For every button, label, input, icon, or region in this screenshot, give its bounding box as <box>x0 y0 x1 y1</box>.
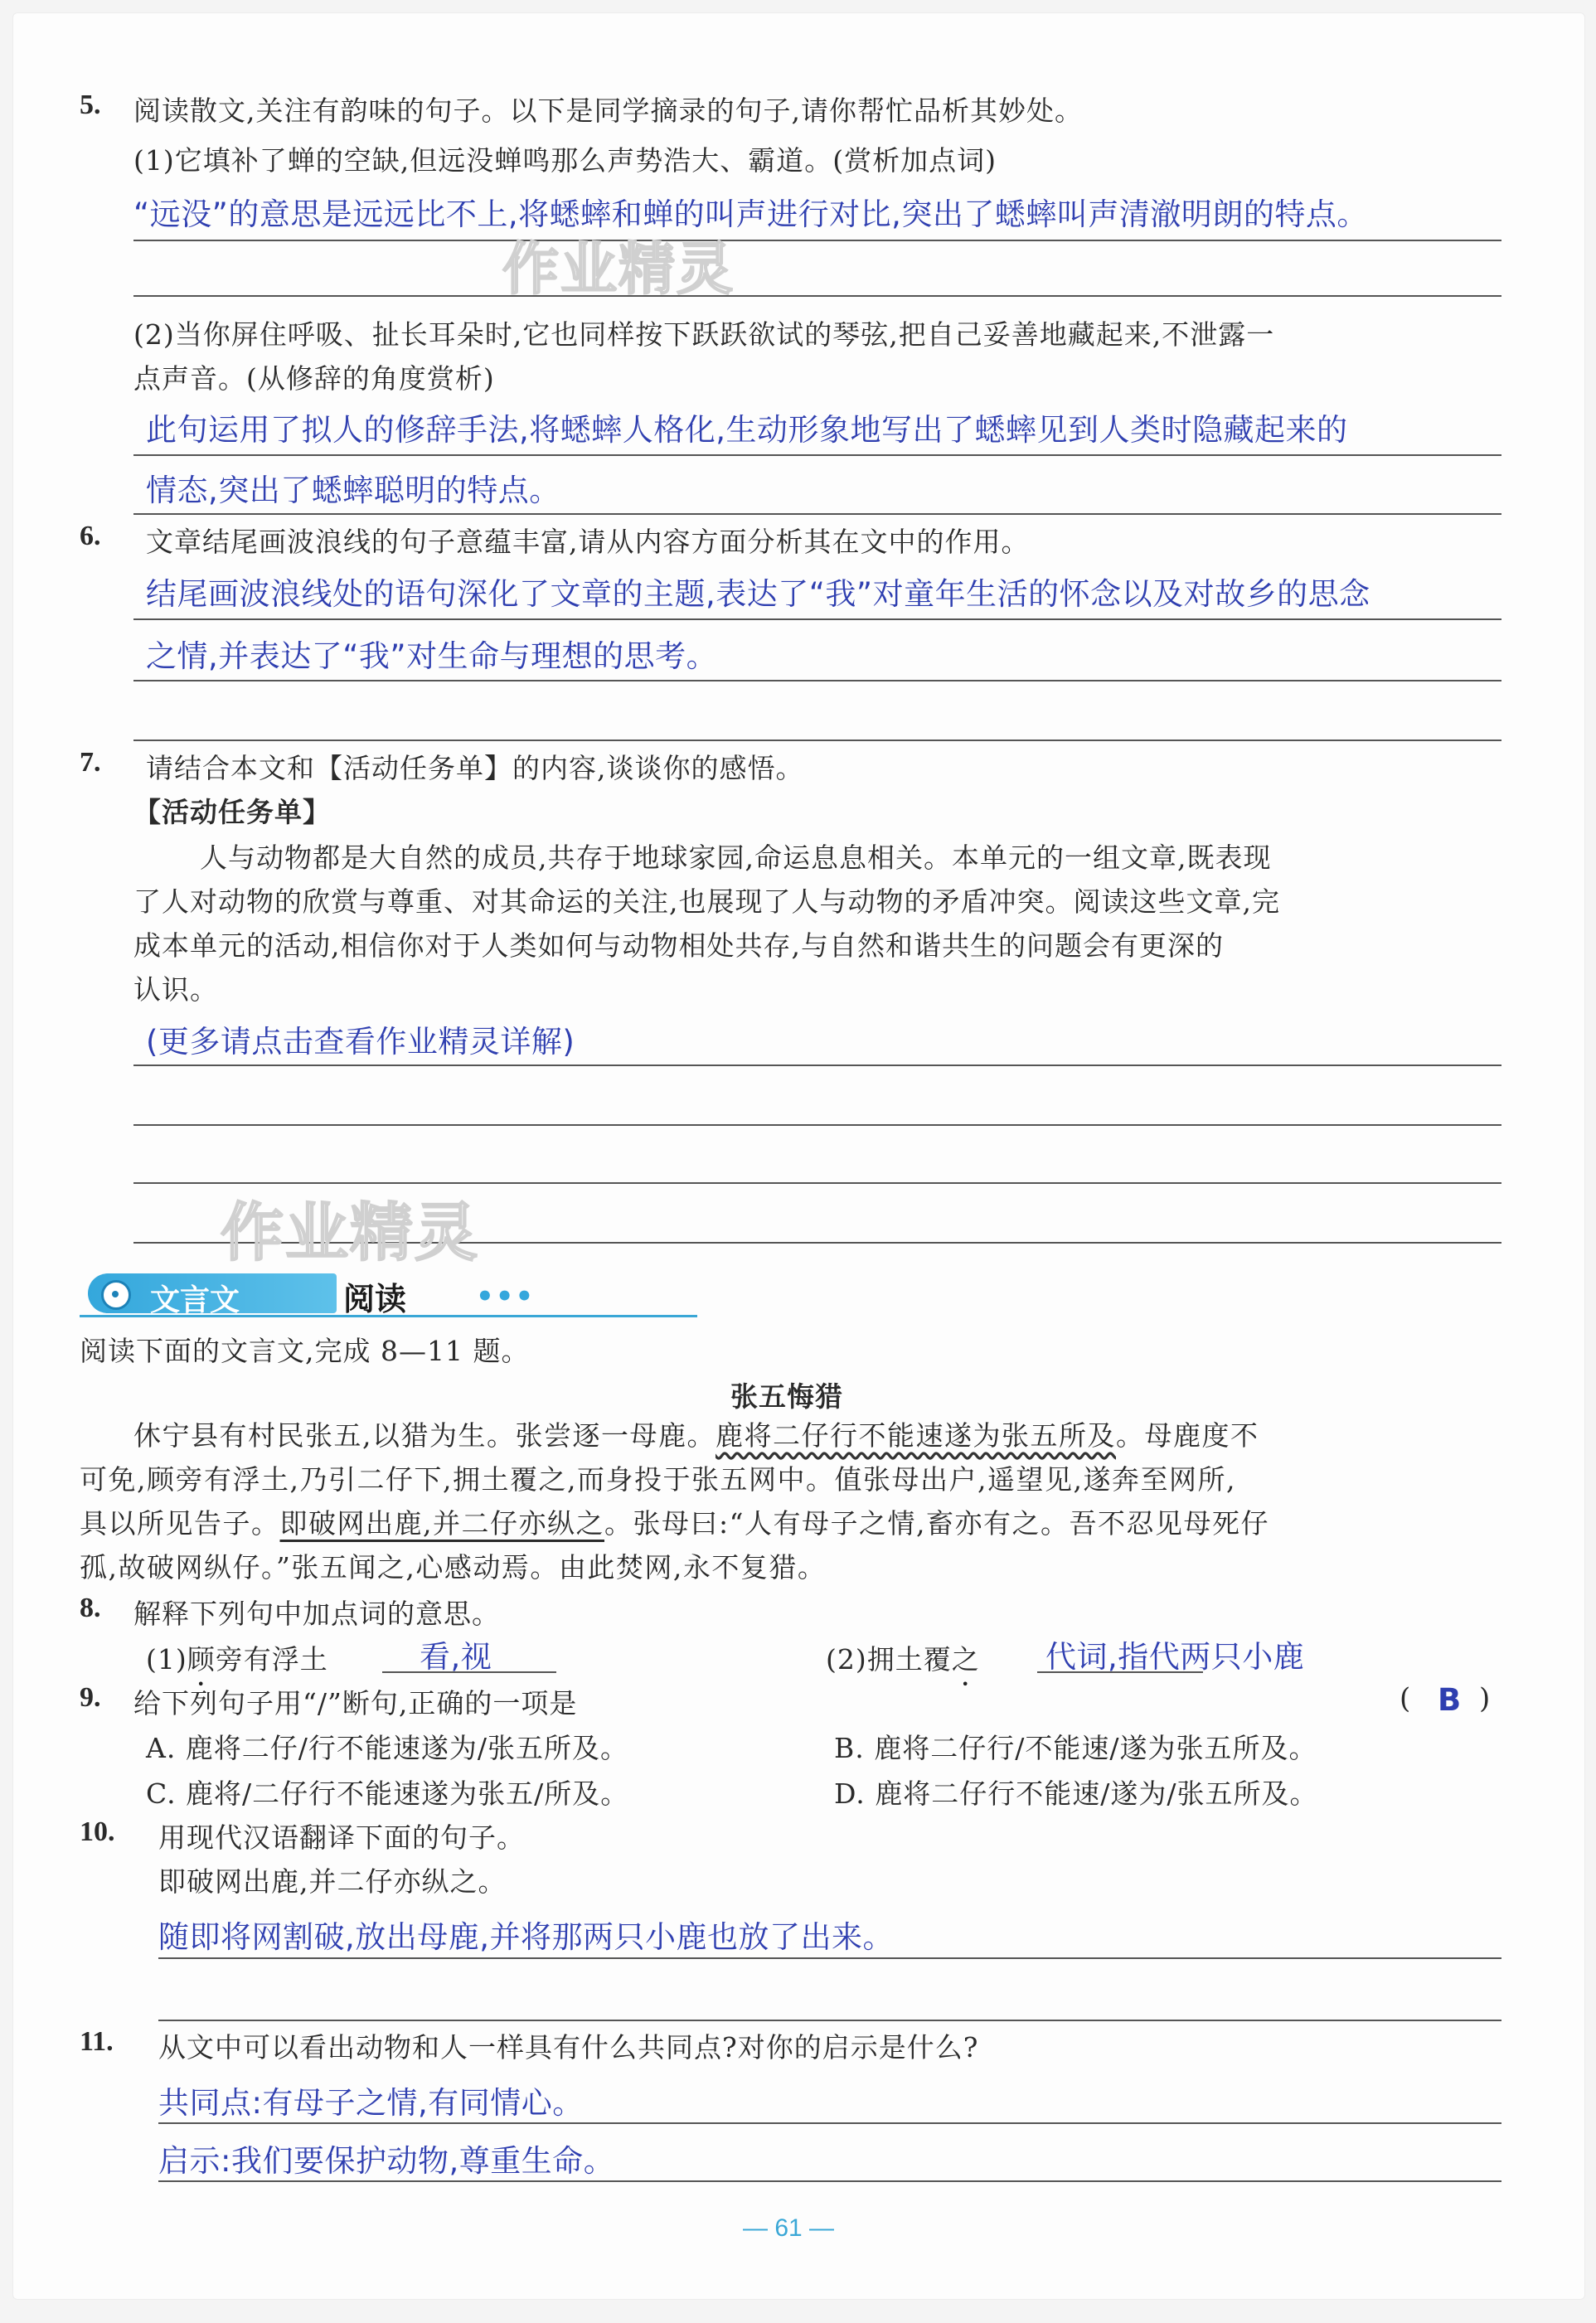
option-b: B. 鹿将二仔行/不能速/遂为张五所及。 <box>834 1732 1317 1764</box>
answer-line <box>133 295 1501 297</box>
answer-line <box>133 513 1501 515</box>
activity-box-line1: 人与动物都是大自然的成员,共存于地球家园,命运息息相关。本单元的一组文章,既表现 <box>200 841 1272 874</box>
question-5-answer2-line2: 情态,突出了蟋蟀聪明的特点。 <box>146 473 560 508</box>
option-c: C. 鹿将/二仔行不能速遂为张五/所及。 <box>146 1777 629 1810</box>
question-10-answer: 随即将网割破,放出母鹿,并将那两只小鹿也放了出来。 <box>158 1919 895 1955</box>
question-11-number: 11. <box>80 2026 114 2057</box>
answer-paren-right: ) <box>1479 1682 1491 1715</box>
item-prefix: (2)拥土覆 <box>826 1643 952 1676</box>
answer-line <box>133 240 1501 241</box>
answer-line <box>133 680 1501 681</box>
passage-text: 。母鹿度不 <box>1116 1419 1259 1452</box>
watermark: 作业精灵 <box>221 1195 479 1269</box>
section-banner <box>80 1272 697 1317</box>
answer-line <box>1037 1671 1203 1673</box>
question-9-number: 9. <box>80 1682 101 1713</box>
answer-line <box>158 1957 1501 1959</box>
question-6-answer-line2: 之情,并表达了“我”对生命与理想的思考。 <box>146 638 718 674</box>
banner-label: 文言文 <box>150 1283 240 1317</box>
question-5-answer2-line1: 此句运用了拟人的修辞手法,将蟋蟀人格化,生动形象地写出了蟋蟀见到人类时隐藏起来的 <box>146 412 1348 448</box>
question-8-item1 <box>146 1638 328 1677</box>
question-10-number: 10. <box>80 1816 115 1847</box>
answer-line <box>158 2020 1501 2021</box>
question-7-number: 7. <box>80 747 101 778</box>
question-6-answer-line1: 结尾画波浪线处的语句深化了文章的主题,表达了“我”对童年生活的怀念以及对故乡的思念 <box>146 576 1370 612</box>
passage-title: 张五悔猎 <box>730 1380 843 1413</box>
answer-line <box>133 1065 1501 1066</box>
question-10-sentence: 即破网出鹿,并二仔亦纵之。 <box>158 1865 507 1898</box>
passage-text: 休宁县有村民张五,以猎为生。张尝逐一母鹿。 <box>133 1419 716 1452</box>
question-5-sub2-line1: (2)当你屏住呼吸、扯长耳朵时,它也同样按下跃跃欲试的琴弦,把自己妥善地藏起来,不泄露一 <box>133 318 1275 351</box>
question-11-answer2: 启示:我们要保护动物,尊重生命。 <box>158 2143 615 2179</box>
question-6-text: 文章结尾画波浪线的句子意蕴丰富,请从内容方面分析其在文中的作用。 <box>146 526 1030 558</box>
answer-line <box>158 2122 1501 2124</box>
passage-underlined-sentence: 即破网出鹿,并二仔亦纵之 <box>279 1507 604 1540</box>
answer-line <box>133 740 1501 741</box>
answer-line <box>158 2180 1501 2182</box>
answer-line <box>133 618 1501 620</box>
passage-text: 。张母曰:“人有母子之情,畜亦有之。吾不忍见母死仔 <box>604 1507 1269 1540</box>
banner-suffix: 阅读 <box>343 1281 407 1317</box>
question-9-text: 给下列句子用“/”断句,正确的一项是 <box>133 1687 578 1719</box>
activity-box-title: 【活动任务单】 <box>133 796 331 828</box>
banner-dots: ••• <box>476 1280 536 1313</box>
activity-box-line2: 了人对动物的欣赏与尊重、对其命运的关注,也展现了人与动物的矛盾冲突。阅读这些文章,完 <box>133 885 1280 918</box>
passage-line1 <box>133 1414 1259 1457</box>
passage-text: 具以所见告子。 <box>80 1507 280 1540</box>
passage-line3 <box>80 1502 1269 1545</box>
dotted-word: 顾 <box>187 1643 216 1676</box>
question-8-answer2: 代词,指代两只小鹿 <box>1045 1639 1305 1675</box>
answer-paren-left: ( <box>1400 1682 1411 1715</box>
item-suffix: 旁有浮土 <box>215 1643 328 1676</box>
answer-line <box>382 1671 556 1673</box>
banner-tag <box>88 1273 337 1317</box>
question-5-sub1: (1)它填补了蝉的空缺,但远没蝉鸣那么声势浩大、霸道。(赏析加点词) <box>133 144 997 177</box>
question-8-text: 解释下列句中加点词的意思。 <box>133 1598 500 1630</box>
activity-box-line4: 认识。 <box>133 973 218 1006</box>
question-8-item2 <box>826 1638 980 1677</box>
question-7-text: 请结合本文和【活动任务单】的内容,谈谈你的感悟。 <box>146 752 804 784</box>
question-5-text: 阅读散文,关注有韵味的句子。以下是同学摘录的句子,请你帮忙品析其妙处。 <box>133 95 1083 127</box>
question-10-text: 用现代汉语翻译下面的句子。 <box>158 1821 525 1854</box>
question-11-answer1: 共同点:有母子之情,有同情心。 <box>158 2085 584 2121</box>
option-a: A. 鹿将二仔/行不能速遂为/张五所及。 <box>146 1732 629 1764</box>
question-8-number: 8. <box>80 1593 101 1623</box>
question-5-sub2-line2: 点声音。(从修辞的角度赏析) <box>133 362 495 395</box>
passage-line2: 可免,顾旁有浮土,乃引二仔下,拥土覆之,而身投于张五网中。值张母出户,遥望见,遂奔至网所, <box>80 1463 1236 1496</box>
question-7-answer: (更多请点击查看作业精灵详解) <box>146 1024 575 1060</box>
question-5-answer1: “远没”的意思是远远比不上,将蟋蟀和蝉的叫声进行对比,突出了蟋蟀叫声清澈明朗的特点。 <box>133 196 1368 232</box>
dotted-word: 之 <box>951 1643 980 1676</box>
answer-line <box>133 454 1501 456</box>
item-prefix: (1) <box>146 1643 187 1676</box>
question-5-number: 5. <box>80 90 101 120</box>
answer-line <box>133 1124 1501 1126</box>
worksheet-page <box>12 12 1585 2300</box>
question-6-number: 6. <box>80 521 101 551</box>
question-11-text: 从文中可以看出动物和人一样具有什么共同点?对你的启示是什么? <box>158 2031 979 2064</box>
passage-wavy-sentence: 鹿将二仔行不能速遂为张五所及 <box>716 1419 1116 1452</box>
passage-line4: 孤,故破网纵仔。”张五闻之,心感动焉。由此焚网,永不复猎。 <box>80 1551 827 1583</box>
question-8-answer1: 看,视 <box>420 1639 492 1675</box>
passage-intro: 阅读下面的文言文,完成 8—11 题。 <box>80 1335 530 1367</box>
activity-box-line3: 成本单元的活动,相信你对于人类如何与动物相处共存,与自然和谐共生的问题会有更深的 <box>133 929 1224 962</box>
option-d: D. 鹿将二仔行不能速/遂为/张五所及。 <box>834 1777 1318 1810</box>
watermark: 作业精灵 <box>502 237 735 303</box>
page-number: — 61 — <box>743 2214 835 2242</box>
question-9-answer: B <box>1438 1682 1462 1718</box>
pin-icon <box>101 1280 131 1310</box>
